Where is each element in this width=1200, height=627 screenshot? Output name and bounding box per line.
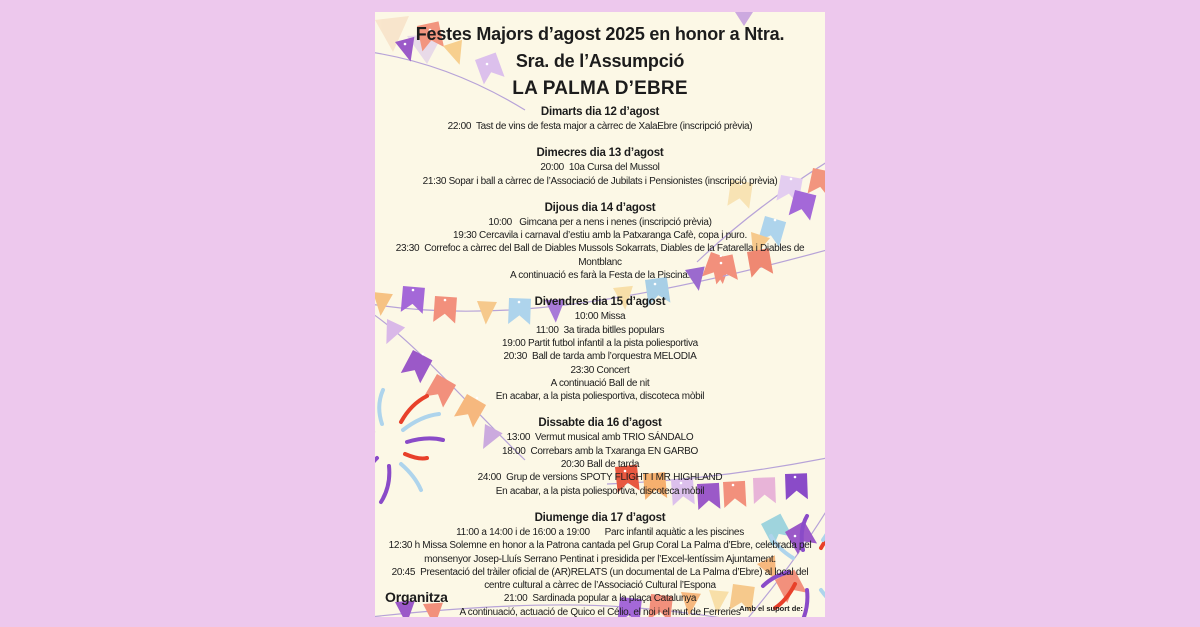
- poster-content: [375, 21, 825, 617]
- schedule-line: 19:00 Partit futbol infantil a la pista poliesportiva: [502, 337, 698, 349]
- poster-title-line-3: LA PALMA D’EBRE: [512, 78, 688, 99]
- schedule-line: 21:30 Sopar i ball a càrrec de l’Associació de Jubilats i Pensionistes (inscripció prèvia): [422, 175, 778, 187]
- schedule-line: A continuació Ball de nit: [550, 377, 650, 389]
- schedule-line: 24:00 Grup de versions SPOTY FLIGHT I MR HIGHLAND: [477, 472, 723, 484]
- section-heading: Dijous dia 14 d’agost: [544, 201, 656, 214]
- schedule-line: A continuació, actuació de Quico el Célio, el noi i el mut de Ferreries: [459, 606, 741, 617]
- section-heading: Dimecres dia 13 d’agost: [536, 147, 664, 160]
- schedule-line: 20:00 10a Cursa del Mussol: [540, 162, 660, 174]
- section-divendres: [381, 295, 819, 403]
- schedule-line: En acabar, a la pista poliesportiva, discoteca mòbil: [495, 391, 705, 403]
- schedule-line: 18:00 Correbars amb la Txaranga EN GARBO: [502, 445, 698, 457]
- schedule-line: 19:30 Cercavila i carnaval d’estiu amb la Patxaranga Cafè, copa i puro.: [453, 230, 747, 242]
- schedule-line: 10:00 Gimcana per a nens i nenes (inscripció prèvia): [488, 216, 712, 228]
- schedule-line: 11:00 3a tirada bitlles populars: [535, 324, 665, 336]
- schedule-line: 20:45 Presentació del tràiler oficial de (AR)RELATS (un documental de La Palma d’Ebre) al local del centre cultural a càrrec de l’Associació Cultural l’Espona: [391, 566, 809, 592]
- poster: [375, 12, 825, 617]
- schedule-line: 11:00 a 14:00 i de 16:00 a 19:00 Parc infantil aquàtic a les piscines: [456, 526, 744, 538]
- schedule-line: 23:30 Correfoc a càrrec del Ball de Diables Mussols Sokarrats, Diables de la Fatarella i Diables de Montblanc: [395, 243, 805, 268]
- schedule-line: 21:00 Sardinada popular a la plaça Catalunya: [503, 593, 697, 605]
- section-heading: Dimarts dia 12 d’agost: [540, 106, 660, 118]
- section-dimecres: [381, 146, 819, 188]
- section-heading: Dissabte dia 16 d’agost: [538, 417, 662, 430]
- schedule-line: 20:30 Ball de tarda: [560, 459, 640, 471]
- schedule-line: A continuació es farà la Festa de la Piscina.: [510, 270, 690, 282]
- section-dissabte: [381, 416, 819, 497]
- section-heading: Divendres dia 15 d’agost: [534, 296, 666, 309]
- support-label: Amb el suport de:: [739, 604, 803, 613]
- schedule-line: 20:30 Ball de tarda amb l’orquestra MELODIA: [503, 351, 697, 363]
- poster-title-line-2: Sra. de l’Assumpció: [515, 51, 685, 71]
- poster-title-line-1: Festes Majors d’agost 2025 en honor a Ntra.: [415, 24, 785, 44]
- schedule-line: 12:30 h Missa Solemne en honor a la Patrona cantada pel Grup Coral La Palma d’Ebre, celebrada pel monsenyor Josep-Lluís Serrano Pentinat i presidida per l’Excel-lentíssim Ajuntament.: [388, 540, 812, 565]
- schedule-line: 13:00 Vermut musical amb TRIO SÁNDALO: [506, 432, 694, 444]
- section-dijous: [381, 201, 819, 282]
- section-dimarts: [381, 105, 819, 133]
- schedule-line: 23:30 Concert: [570, 364, 630, 376]
- schedule-line: 22:00 Tast de vins de festa major a càrrec de XalaEbre (inscripció prèvia): [447, 121, 753, 132]
- organitza-label: Organitza: [385, 589, 448, 605]
- section-heading: Diumenge dia 17 d’agost: [534, 511, 666, 524]
- schedule-line: En acabar, a la pista poliesportiva, discoteca mòbil: [495, 485, 705, 497]
- schedule-line: 10:00 Missa: [574, 311, 626, 323]
